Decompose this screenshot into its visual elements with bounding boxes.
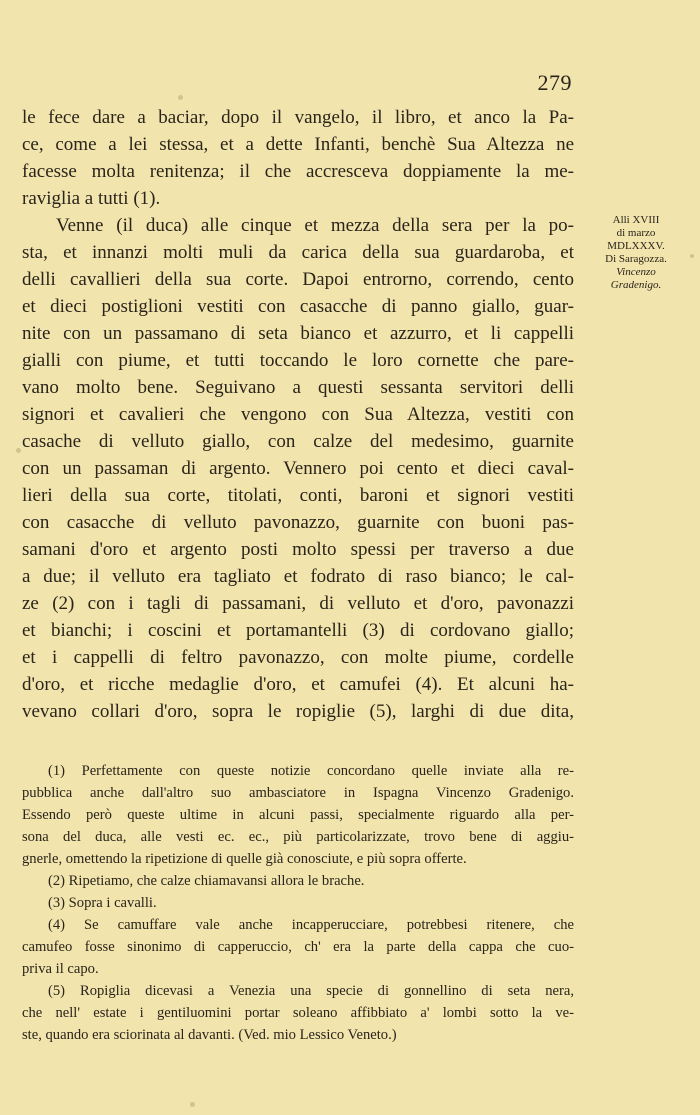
- footnote-line: priva il capo.: [22, 961, 99, 977]
- margin-note: [578, 214, 694, 292]
- body-line: ze (2) con i tagli di passamani, di velluto et d'oro, pavonazzi: [22, 593, 574, 614]
- body-line: ce, come a lei stessa, et a dette Infanti, benchè Sua Altezza ne: [22, 134, 574, 155]
- body-line: nite con un passamano di seta bianco et azzurro, et li cappelli: [22, 323, 574, 344]
- body-line: vano molto bene. Seguivano a questi sessanta servitori delli: [22, 377, 574, 398]
- body-line: raviglia a tutti (1).: [22, 188, 161, 209]
- footnote-line: Essendo però queste ultime in alcuni passi, specialmente riguardo alla per-: [22, 807, 574, 823]
- footnote-line: (3) Sopra i cavalli.: [48, 895, 157, 911]
- body-line: lieri della sua corte, titolati, conti, baroni et signori vestiti: [22, 485, 574, 506]
- body-line: samani d'oro et argento posti molto spessi per traverso a due: [22, 539, 574, 560]
- paper-spot: [178, 95, 183, 100]
- body-line: le fece dare a baciar, dopo il vangelo, il libro, et anco la Pa-: [22, 107, 574, 128]
- body-line: a due; il velluto era tagliato et fodrato di raso bianco; le cal-: [22, 566, 574, 587]
- body-line: et dieci postiglioni vestiti con casacche di panno giallo, guar-: [22, 296, 574, 317]
- body-line: gialli con piume, et tutti toccando le loro cornette che pare-: [22, 350, 574, 371]
- body-line: signori et cavalieri che vengono con Sua Altezza, vestiti con: [22, 404, 574, 425]
- footnote-line: (1) Perfettamente con queste notizie concordano quelle inviate alla re-: [48, 763, 574, 779]
- body-line: vevano collari d'oro, sopra le ropiglie (5), larghi di due dita,: [22, 701, 574, 722]
- body-text: [22, 104, 574, 725]
- footnote-line: sona del duca, alle vesti ec. ec., più particolarizzate, trovo bene di aggiu-: [22, 829, 574, 845]
- body-line: d'oro, et ricche medaglie d'oro, et camufei (4). Et alcuni ha-: [22, 674, 574, 695]
- footnote-line: che nell' estate i gentiluomini portar soleano affibbiato a' lombi sotto la ve-: [22, 1005, 574, 1021]
- paper-spot: [16, 448, 21, 453]
- footnote-line: (4) Se camuffare vale anche incapperucciare, potrebbesi ritenere, che: [48, 917, 574, 933]
- footnote-line: (5) Ropiglia dicevasi a Venezia una specie di gonnellino di seta nera,: [48, 983, 574, 999]
- body-line: con casacche di velluto pavonazzo, guarnite con buoni pas-: [22, 512, 574, 533]
- margin-note-line: Gradenigo.: [610, 279, 662, 291]
- body-line: sta, et innanzi molti muli da carica della sua guardaroba, et: [22, 242, 574, 263]
- paper-spot: [690, 254, 694, 258]
- footnote-line: pubblica anche dall'altro suo ambasciatore in Ispagna Vincenzo Gradenigo.: [22, 785, 574, 801]
- margin-note-line: Di Saragozza.: [605, 253, 667, 265]
- paper-spot: [190, 1102, 195, 1107]
- footnote-line: (2) Ripetiamo, che calze chiamavansi allora le brache.: [48, 873, 365, 889]
- footnotes: [22, 760, 574, 1046]
- body-line: et bianchi; i coscini et portamantelli (3) di cordovano giallo;: [22, 620, 574, 641]
- body-line: casache di velluto giallo, con calze del medesimo, guarnite: [22, 431, 574, 452]
- body-line: con un passaman di argento. Vennero poi cento et dieci caval-: [22, 458, 574, 479]
- margin-note-line: Alli XVIII: [612, 214, 660, 226]
- margin-note-line: di marzo: [616, 227, 656, 239]
- body-line: Venne (il duca) alle cinque et mezza della sera per la po-: [56, 215, 574, 236]
- footnote-line: gnerle, omettendo la ripetizione di quelle già conosciute, e più sopra offerte.: [22, 851, 467, 867]
- margin-note-line: MDLXXXV.: [607, 240, 665, 252]
- body-line: et i cappelli di feltro pavonazzo, con molte piume, cordelle: [22, 647, 574, 668]
- body-line: delli cavallieri della sua corte. Dapoi entrorno, correndo, cento: [22, 269, 574, 290]
- body-line: facesse molta renitenza; il che accresceva doppiamente la me-: [22, 161, 574, 182]
- margin-note-line: Vincenzo: [616, 266, 656, 278]
- page-number: 279: [537, 70, 572, 95]
- footnote-line: camufeo fosse sinonimo di capperuccio, ch' era la parte della cappa che cuo-: [22, 939, 574, 955]
- footnote-line: ste, quando era sciorinata al davanti. (Ved. mio Lessico Veneto.): [22, 1027, 397, 1043]
